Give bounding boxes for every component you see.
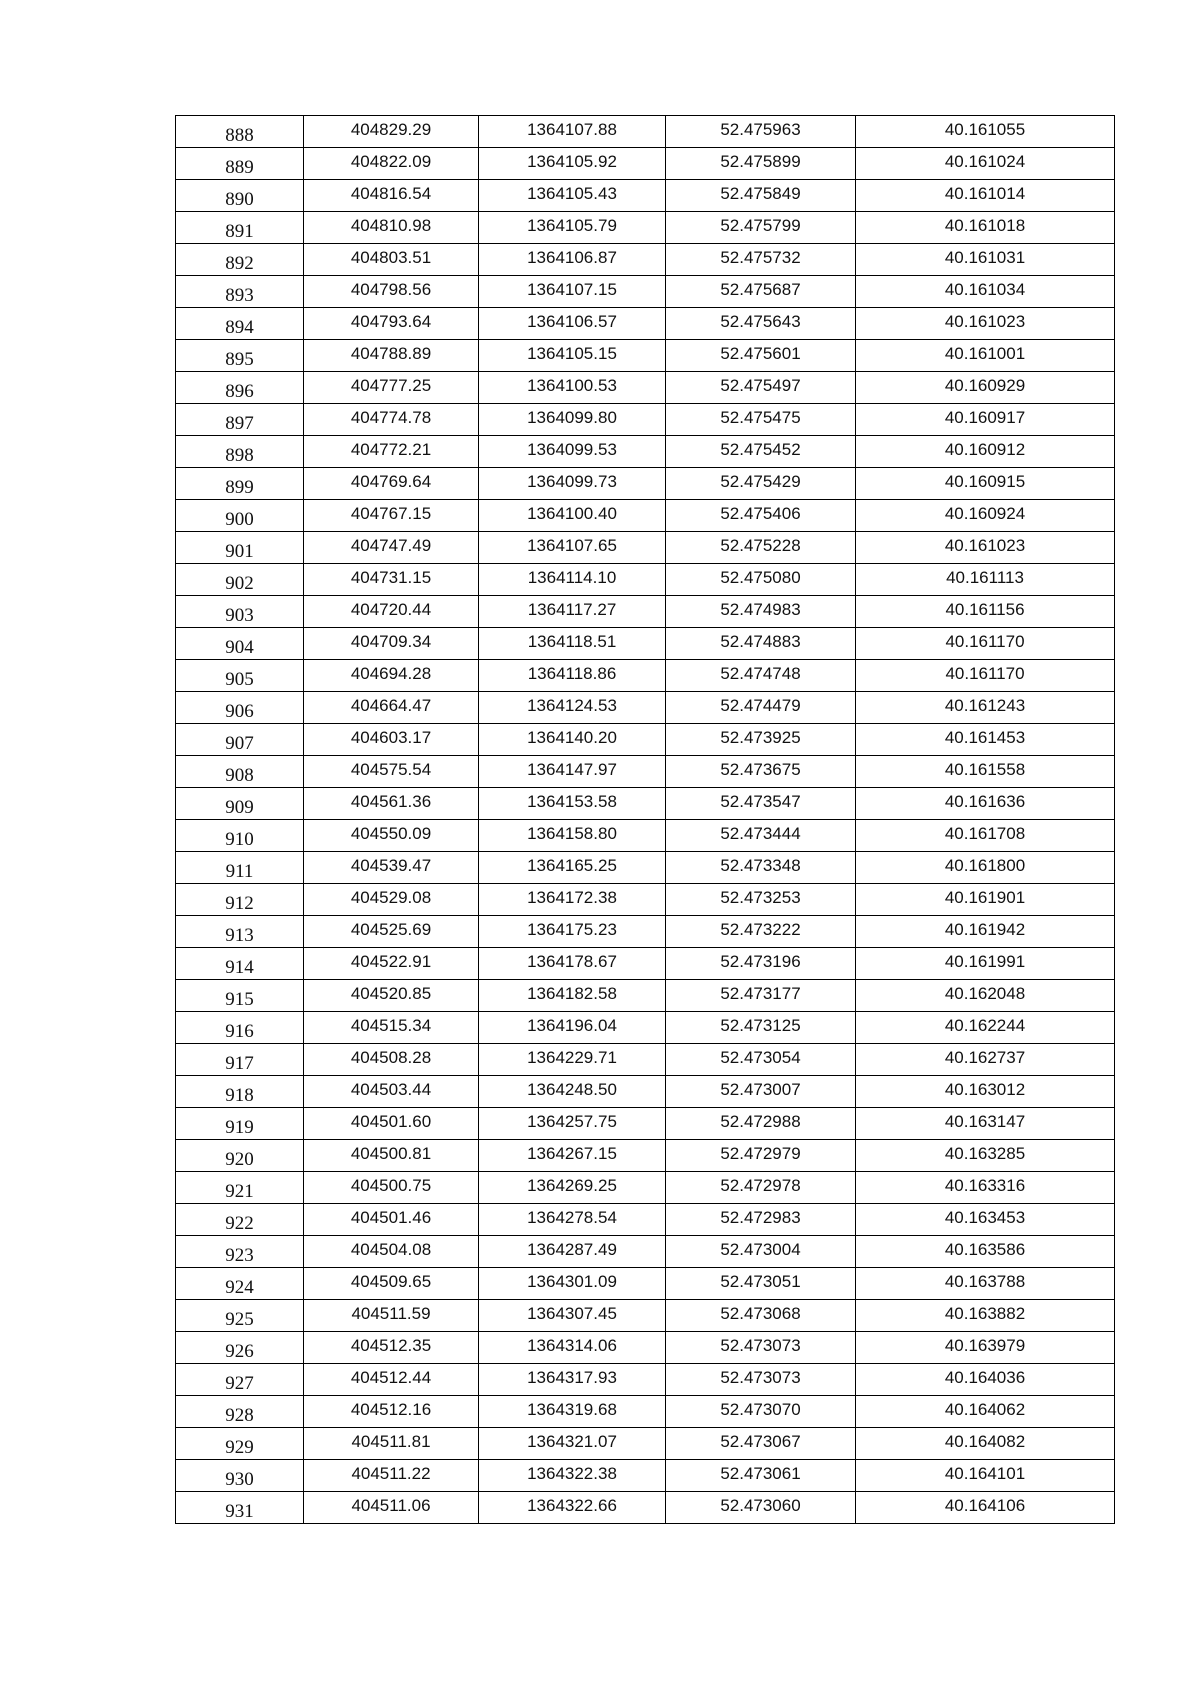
longitude-cell: 40.163453 — [856, 1204, 1115, 1236]
point-number-cell: 914 — [176, 948, 304, 980]
table-row — [176, 180, 1115, 212]
table-row — [176, 1108, 1115, 1140]
y-coordinate-cell: 1364178.67 — [479, 948, 666, 980]
point-number-cell: 905 — [176, 660, 304, 692]
x-coordinate-cell: 404500.81 — [304, 1140, 479, 1172]
coordinates-table — [175, 115, 1115, 1524]
table-row — [176, 692, 1115, 724]
y-coordinate-cell: 1364248.50 — [479, 1076, 666, 1108]
latitude-cell: 52.473253 — [666, 884, 856, 916]
x-coordinate-cell: 404509.65 — [304, 1268, 479, 1300]
latitude-cell: 52.473060 — [666, 1492, 856, 1524]
longitude-cell: 40.163586 — [856, 1236, 1115, 1268]
table-row — [176, 500, 1115, 532]
y-coordinate-cell: 1364099.53 — [479, 436, 666, 468]
longitude-cell: 40.161113 — [856, 564, 1115, 596]
point-number-cell: 898 — [176, 436, 304, 468]
longitude-cell: 40.164106 — [856, 1492, 1115, 1524]
x-coordinate-cell: 404511.22 — [304, 1460, 479, 1492]
y-coordinate-cell: 1364106.57 — [479, 308, 666, 340]
table-row — [176, 1428, 1115, 1460]
table-row — [176, 1460, 1115, 1492]
table-row — [176, 1492, 1115, 1524]
latitude-cell: 52.475406 — [666, 500, 856, 532]
latitude-cell: 52.473547 — [666, 788, 856, 820]
longitude-cell: 40.160912 — [856, 436, 1115, 468]
longitude-cell: 40.164036 — [856, 1364, 1115, 1396]
table-row — [176, 436, 1115, 468]
point-number-cell: 928 — [176, 1396, 304, 1428]
point-number-cell: 889 — [176, 148, 304, 180]
x-coordinate-cell: 404512.44 — [304, 1364, 479, 1396]
point-number-cell: 910 — [176, 820, 304, 852]
x-coordinate-cell: 404575.54 — [304, 756, 479, 788]
y-coordinate-cell: 1364182.58 — [479, 980, 666, 1012]
x-coordinate-cell: 404512.35 — [304, 1332, 479, 1364]
x-coordinate-cell: 404664.47 — [304, 692, 479, 724]
table-row — [176, 820, 1115, 852]
point-number-cell: 913 — [176, 916, 304, 948]
table-row — [176, 532, 1115, 564]
latitude-cell: 52.473061 — [666, 1460, 856, 1492]
y-coordinate-cell: 1364158.80 — [479, 820, 666, 852]
point-number-cell: 895 — [176, 340, 304, 372]
table-row — [176, 244, 1115, 276]
y-coordinate-cell: 1364118.51 — [479, 628, 666, 660]
point-number-cell: 931 — [176, 1492, 304, 1524]
point-number-cell: 897 — [176, 404, 304, 436]
point-number-cell: 926 — [176, 1332, 304, 1364]
x-coordinate-cell: 404798.56 — [304, 276, 479, 308]
y-coordinate-cell: 1364099.73 — [479, 468, 666, 500]
longitude-cell: 40.163147 — [856, 1108, 1115, 1140]
longitude-cell: 40.163012 — [856, 1076, 1115, 1108]
latitude-cell: 52.473054 — [666, 1044, 856, 1076]
longitude-cell: 40.163285 — [856, 1140, 1115, 1172]
longitude-cell: 40.164062 — [856, 1396, 1115, 1428]
longitude-cell: 40.161034 — [856, 276, 1115, 308]
point-number-cell: 924 — [176, 1268, 304, 1300]
table-row — [176, 564, 1115, 596]
latitude-cell: 52.475497 — [666, 372, 856, 404]
table-row — [176, 148, 1115, 180]
table-row — [176, 724, 1115, 756]
y-coordinate-cell: 1364100.40 — [479, 500, 666, 532]
x-coordinate-cell: 404810.98 — [304, 212, 479, 244]
latitude-cell: 52.475475 — [666, 404, 856, 436]
y-coordinate-cell: 1364322.38 — [479, 1460, 666, 1492]
point-number-cell: 921 — [176, 1172, 304, 1204]
point-number-cell: 891 — [176, 212, 304, 244]
y-coordinate-cell: 1364117.27 — [479, 596, 666, 628]
longitude-cell: 40.162244 — [856, 1012, 1115, 1044]
longitude-cell: 40.161014 — [856, 180, 1115, 212]
longitude-cell: 40.161031 — [856, 244, 1115, 276]
latitude-cell: 52.472983 — [666, 1204, 856, 1236]
latitude-cell: 52.472988 — [666, 1108, 856, 1140]
latitude-cell: 52.473068 — [666, 1300, 856, 1332]
point-number-cell: 899 — [176, 468, 304, 500]
longitude-cell: 40.164082 — [856, 1428, 1115, 1460]
longitude-cell: 40.161942 — [856, 916, 1115, 948]
x-coordinate-cell: 404522.91 — [304, 948, 479, 980]
longitude-cell: 40.160917 — [856, 404, 1115, 436]
longitude-cell: 40.161991 — [856, 948, 1115, 980]
point-number-cell: 893 — [176, 276, 304, 308]
y-coordinate-cell: 1364105.43 — [479, 180, 666, 212]
y-coordinate-cell: 1364147.97 — [479, 756, 666, 788]
x-coordinate-cell: 404525.69 — [304, 916, 479, 948]
table-row — [176, 1364, 1115, 1396]
point-number-cell: 900 — [176, 500, 304, 532]
point-number-cell: 902 — [176, 564, 304, 596]
y-coordinate-cell: 1364140.20 — [479, 724, 666, 756]
table-row — [176, 276, 1115, 308]
table-row — [176, 308, 1115, 340]
longitude-cell: 40.160929 — [856, 372, 1115, 404]
y-coordinate-cell: 1364106.87 — [479, 244, 666, 276]
point-number-cell: 923 — [176, 1236, 304, 1268]
x-coordinate-cell: 404500.75 — [304, 1172, 479, 1204]
longitude-cell: 40.161800 — [856, 852, 1115, 884]
table-row — [176, 1076, 1115, 1108]
y-coordinate-cell: 1364100.53 — [479, 372, 666, 404]
latitude-cell: 52.475228 — [666, 532, 856, 564]
x-coordinate-cell: 404747.49 — [304, 532, 479, 564]
table-row — [176, 1396, 1115, 1428]
table-row — [176, 852, 1115, 884]
longitude-cell: 40.161055 — [856, 116, 1115, 148]
point-number-cell: 929 — [176, 1428, 304, 1460]
point-number-cell: 911 — [176, 852, 304, 884]
x-coordinate-cell: 404508.28 — [304, 1044, 479, 1076]
latitude-cell: 52.474748 — [666, 660, 856, 692]
table-row — [176, 468, 1115, 500]
y-coordinate-cell: 1364105.79 — [479, 212, 666, 244]
point-number-cell: 901 — [176, 532, 304, 564]
y-coordinate-cell: 1364114.10 — [479, 564, 666, 596]
table-row — [176, 948, 1115, 980]
point-number-cell: 906 — [176, 692, 304, 724]
table-row — [176, 1204, 1115, 1236]
x-coordinate-cell: 404816.54 — [304, 180, 479, 212]
y-coordinate-cell: 1364229.71 — [479, 1044, 666, 1076]
point-number-cell: 896 — [176, 372, 304, 404]
y-coordinate-cell: 1364317.93 — [479, 1364, 666, 1396]
table-row — [176, 340, 1115, 372]
latitude-cell: 52.475687 — [666, 276, 856, 308]
x-coordinate-cell: 404769.64 — [304, 468, 479, 500]
x-coordinate-cell: 404503.44 — [304, 1076, 479, 1108]
y-coordinate-cell: 1364165.25 — [479, 852, 666, 884]
x-coordinate-cell: 404731.15 — [304, 564, 479, 596]
longitude-cell: 40.161023 — [856, 308, 1115, 340]
latitude-cell: 52.473007 — [666, 1076, 856, 1108]
point-number-cell: 918 — [176, 1076, 304, 1108]
x-coordinate-cell: 404512.16 — [304, 1396, 479, 1428]
point-number-cell: 912 — [176, 884, 304, 916]
latitude-cell: 52.474983 — [666, 596, 856, 628]
point-number-cell: 904 — [176, 628, 304, 660]
point-number-cell: 890 — [176, 180, 304, 212]
latitude-cell: 52.475849 — [666, 180, 856, 212]
longitude-cell: 40.161024 — [856, 148, 1115, 180]
x-coordinate-cell: 404504.08 — [304, 1236, 479, 1268]
point-number-cell: 892 — [176, 244, 304, 276]
x-coordinate-cell: 404511.06 — [304, 1492, 479, 1524]
y-coordinate-cell: 1364153.58 — [479, 788, 666, 820]
point-number-cell: 930 — [176, 1460, 304, 1492]
x-coordinate-cell: 404829.29 — [304, 116, 479, 148]
y-coordinate-cell: 1364107.65 — [479, 532, 666, 564]
longitude-cell: 40.163882 — [856, 1300, 1115, 1332]
table-row — [176, 1172, 1115, 1204]
x-coordinate-cell: 404501.46 — [304, 1204, 479, 1236]
point-number-cell: 925 — [176, 1300, 304, 1332]
x-coordinate-cell: 404822.09 — [304, 148, 479, 180]
latitude-cell: 52.473348 — [666, 852, 856, 884]
latitude-cell: 52.475429 — [666, 468, 856, 500]
y-coordinate-cell: 1364107.15 — [479, 276, 666, 308]
latitude-cell: 52.473925 — [666, 724, 856, 756]
point-number-cell: 915 — [176, 980, 304, 1012]
longitude-cell: 40.161453 — [856, 724, 1115, 756]
x-coordinate-cell: 404511.81 — [304, 1428, 479, 1460]
x-coordinate-cell: 404774.78 — [304, 404, 479, 436]
point-number-cell: 894 — [176, 308, 304, 340]
x-coordinate-cell: 404511.59 — [304, 1300, 479, 1332]
y-coordinate-cell: 1364307.45 — [479, 1300, 666, 1332]
latitude-cell: 52.473222 — [666, 916, 856, 948]
table-row — [176, 116, 1115, 148]
latitude-cell: 52.473125 — [666, 1012, 856, 1044]
point-number-cell: 909 — [176, 788, 304, 820]
longitude-cell: 40.163316 — [856, 1172, 1115, 1204]
y-coordinate-cell: 1364314.06 — [479, 1332, 666, 1364]
latitude-cell: 52.473004 — [666, 1236, 856, 1268]
point-number-cell: 919 — [176, 1108, 304, 1140]
latitude-cell: 52.473073 — [666, 1332, 856, 1364]
point-number-cell: 920 — [176, 1140, 304, 1172]
table-row — [176, 916, 1115, 948]
latitude-cell: 52.473073 — [666, 1364, 856, 1396]
y-coordinate-cell: 1364287.49 — [479, 1236, 666, 1268]
latitude-cell: 52.473675 — [666, 756, 856, 788]
x-coordinate-cell: 404793.64 — [304, 308, 479, 340]
x-coordinate-cell: 404720.44 — [304, 596, 479, 628]
x-coordinate-cell: 404520.85 — [304, 980, 479, 1012]
point-number-cell: 927 — [176, 1364, 304, 1396]
y-coordinate-cell: 1364278.54 — [479, 1204, 666, 1236]
latitude-cell: 52.474883 — [666, 628, 856, 660]
longitude-cell: 40.161901 — [856, 884, 1115, 916]
y-coordinate-cell: 1364319.68 — [479, 1396, 666, 1428]
longitude-cell: 40.164101 — [856, 1460, 1115, 1492]
table-row — [176, 1140, 1115, 1172]
y-coordinate-cell: 1364269.25 — [479, 1172, 666, 1204]
longitude-cell: 40.161636 — [856, 788, 1115, 820]
longitude-cell: 40.161243 — [856, 692, 1115, 724]
table-row — [176, 788, 1115, 820]
x-coordinate-cell: 404803.51 — [304, 244, 479, 276]
y-coordinate-cell: 1364124.53 — [479, 692, 666, 724]
latitude-cell: 52.475799 — [666, 212, 856, 244]
latitude-cell: 52.473444 — [666, 820, 856, 852]
y-coordinate-cell: 1364321.07 — [479, 1428, 666, 1460]
y-coordinate-cell: 1364107.88 — [479, 116, 666, 148]
x-coordinate-cell: 404767.15 — [304, 500, 479, 532]
x-coordinate-cell: 404501.60 — [304, 1108, 479, 1140]
table-row — [176, 1300, 1115, 1332]
x-coordinate-cell: 404603.17 — [304, 724, 479, 756]
latitude-cell: 52.475899 — [666, 148, 856, 180]
y-coordinate-cell: 1364099.80 — [479, 404, 666, 436]
latitude-cell: 52.473051 — [666, 1268, 856, 1300]
longitude-cell: 40.161558 — [856, 756, 1115, 788]
longitude-cell: 40.161170 — [856, 660, 1115, 692]
longitude-cell: 40.162048 — [856, 980, 1115, 1012]
longitude-cell: 40.162737 — [856, 1044, 1115, 1076]
x-coordinate-cell: 404694.28 — [304, 660, 479, 692]
point-number-cell: 917 — [176, 1044, 304, 1076]
table-row — [176, 628, 1115, 660]
latitude-cell: 52.475732 — [666, 244, 856, 276]
table-row — [176, 404, 1115, 436]
latitude-cell: 52.473070 — [666, 1396, 856, 1428]
latitude-cell: 52.473067 — [666, 1428, 856, 1460]
x-coordinate-cell: 404777.25 — [304, 372, 479, 404]
x-coordinate-cell: 404529.08 — [304, 884, 479, 916]
longitude-cell: 40.161023 — [856, 532, 1115, 564]
longitude-cell: 40.161018 — [856, 212, 1115, 244]
longitude-cell: 40.161170 — [856, 628, 1115, 660]
x-coordinate-cell: 404561.36 — [304, 788, 479, 820]
table-row — [176, 1268, 1115, 1300]
latitude-cell: 52.473177 — [666, 980, 856, 1012]
point-number-cell: 903 — [176, 596, 304, 628]
x-coordinate-cell: 404788.89 — [304, 340, 479, 372]
x-coordinate-cell: 404772.21 — [304, 436, 479, 468]
table-row — [176, 1012, 1115, 1044]
point-number-cell: 922 — [176, 1204, 304, 1236]
point-number-cell: 916 — [176, 1012, 304, 1044]
x-coordinate-cell: 404550.09 — [304, 820, 479, 852]
latitude-cell: 52.472978 — [666, 1172, 856, 1204]
y-coordinate-cell: 1364267.15 — [479, 1140, 666, 1172]
point-number-cell: 888 — [176, 116, 304, 148]
latitude-cell: 52.475601 — [666, 340, 856, 372]
latitude-cell: 52.472979 — [666, 1140, 856, 1172]
longitude-cell: 40.161156 — [856, 596, 1115, 628]
y-coordinate-cell: 1364172.38 — [479, 884, 666, 916]
longitude-cell: 40.163788 — [856, 1268, 1115, 1300]
latitude-cell: 52.475643 — [666, 308, 856, 340]
longitude-cell: 40.161001 — [856, 340, 1115, 372]
table-row — [176, 980, 1115, 1012]
longitude-cell: 40.161708 — [856, 820, 1115, 852]
y-coordinate-cell: 1364196.04 — [479, 1012, 666, 1044]
table-row — [176, 756, 1115, 788]
latitude-cell: 52.475080 — [666, 564, 856, 596]
latitude-cell: 52.475452 — [666, 436, 856, 468]
y-coordinate-cell: 1364322.66 — [479, 1492, 666, 1524]
y-coordinate-cell: 1364105.15 — [479, 340, 666, 372]
x-coordinate-cell: 404709.34 — [304, 628, 479, 660]
x-coordinate-cell: 404539.47 — [304, 852, 479, 884]
longitude-cell: 40.160924 — [856, 500, 1115, 532]
y-coordinate-cell: 1364118.86 — [479, 660, 666, 692]
latitude-cell: 52.475963 — [666, 116, 856, 148]
x-coordinate-cell: 404515.34 — [304, 1012, 479, 1044]
table-row — [176, 1332, 1115, 1364]
table-body — [176, 116, 1115, 1524]
table-row — [176, 1236, 1115, 1268]
table-row — [176, 372, 1115, 404]
y-coordinate-cell: 1364175.23 — [479, 916, 666, 948]
point-number-cell: 908 — [176, 756, 304, 788]
table-row — [176, 660, 1115, 692]
table-row — [176, 212, 1115, 244]
latitude-cell: 52.473196 — [666, 948, 856, 980]
y-coordinate-cell: 1364301.09 — [479, 1268, 666, 1300]
table-row — [176, 1044, 1115, 1076]
y-coordinate-cell: 1364105.92 — [479, 148, 666, 180]
table-row — [176, 596, 1115, 628]
table-row — [176, 884, 1115, 916]
longitude-cell: 40.160915 — [856, 468, 1115, 500]
latitude-cell: 52.474479 — [666, 692, 856, 724]
point-number-cell: 907 — [176, 724, 304, 756]
longitude-cell: 40.163979 — [856, 1332, 1115, 1364]
y-coordinate-cell: 1364257.75 — [479, 1108, 666, 1140]
